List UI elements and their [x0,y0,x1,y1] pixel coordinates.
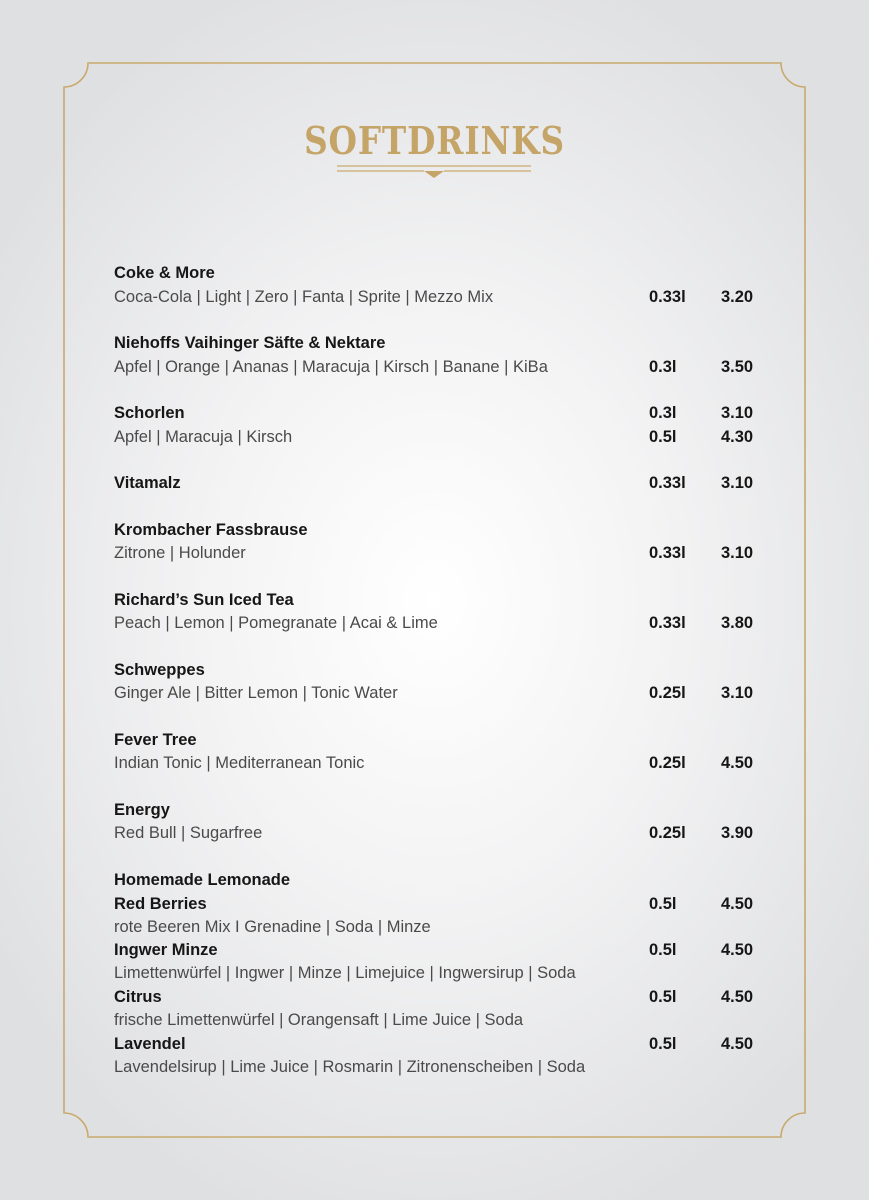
item-volume-schorlen-large: 0.5l [649,428,677,446]
item-name-vitamalz: Vitamalz [114,474,181,492]
item-name-krombacher: Krombacher Fassbrause [114,521,308,539]
item-volume-ingwer-minze: 0.5l [649,941,677,959]
item-desc-fevertree: Indian Tonic | Mediterranean Tonic [114,754,365,772]
item-price-vitamalz: 3.10 [721,474,754,492]
item-volume-red-berries: 0.5l [649,895,677,913]
item-price-lavendel: 4.50 [721,1035,754,1053]
item-name-coke: Coke & More [114,264,215,282]
item-name-red-berries: Red Berries [114,895,207,913]
page-title: SOFTDRINKS [304,118,565,163]
item-volume-schorlen-small: 0.3l [649,404,677,422]
item-price-citrus: 4.50 [721,988,754,1006]
item-price-coke: 3.20 [721,288,754,306]
item-desc-niehoffs: Apfel | Orange | Ananas | Maracuja | Kirsch | Banane | KiBa [114,358,548,376]
item-name-energy: Energy [114,801,170,819]
item-price-energy: 3.90 [721,824,754,842]
item-name-niehoffs: Niehoffs Vaihinger Säfte & Nektare [114,334,386,352]
item-desc-schorlen: Apfel | Maracuja | Kirsch [114,428,293,446]
item-volume-niehoffs: 0.3l [649,358,677,376]
item-price-schweppes: 3.10 [721,684,754,702]
item-name-schorlen: Schorlen [114,404,185,422]
item-volume-coke: 0.33l [649,288,686,306]
item-price-schorlen-large: 4.30 [721,428,754,446]
item-volume-lavendel: 0.5l [649,1035,677,1053]
item-price-fevertree: 4.50 [721,754,754,772]
section-title-lemonade: Homemade Lemonade [114,871,291,889]
item-volume-fevertree: 0.25l [649,754,686,772]
item-volume-citrus: 0.5l [649,988,677,1006]
item-price-niehoffs: 3.50 [721,358,754,376]
item-price-krombacher: 3.10 [721,544,754,562]
item-name-ingwer-minze: Ingwer Minze [114,941,218,959]
item-desc-schweppes: Ginger Ale | Bitter Lemon | Tonic Water [114,684,398,702]
item-name-citrus: Citrus [114,988,162,1006]
item-price-ingwer-minze: 4.50 [721,941,754,959]
item-volume-energy: 0.25l [649,824,686,842]
title-ornament-divider [0,0,869,200]
item-volume-vitamalz: 0.33l [649,474,686,492]
item-name-fevertree: Fever Tree [114,731,197,749]
item-desc-lavendel: Lavendelsirup | Lime Juice | Rosmarin | Zitronenscheiben | Soda [114,1058,586,1076]
item-desc-energy: Red Bull | Sugarfree [114,824,263,842]
item-price-richards: 3.80 [721,614,754,632]
item-price-red-berries: 4.50 [721,895,754,913]
item-volume-krombacher: 0.33l [649,544,686,562]
item-price-schorlen-small: 3.10 [721,404,754,422]
item-desc-richards: Peach | Lemon | Pomegranate | Acai & Lime [114,614,438,632]
item-name-lavendel: Lavendel [114,1035,186,1053]
item-desc-ingwer-minze: Limettenwürfel | Ingwer | Minze | Limejuice | Ingwersirup | Soda [114,964,576,982]
item-volume-richards: 0.33l [649,614,686,632]
item-desc-citrus: frische Limettenwürfel | Orangensaft | Lime Juice | Soda [114,1011,524,1029]
item-desc-coke: Coca-Cola | Light | Zero | Fanta | Sprite | Mezzo Mix [114,288,494,306]
item-desc-red-berries: rote Beeren Mix I Grenadine | Soda | Minze [114,918,431,936]
item-name-schweppes: Schweppes [114,661,205,679]
item-name-richards: Richard’s Sun Iced Tea [114,591,294,609]
item-desc-krombacher: Zitrone | Holunder [114,544,246,562]
item-volume-schweppes: 0.25l [649,684,686,702]
